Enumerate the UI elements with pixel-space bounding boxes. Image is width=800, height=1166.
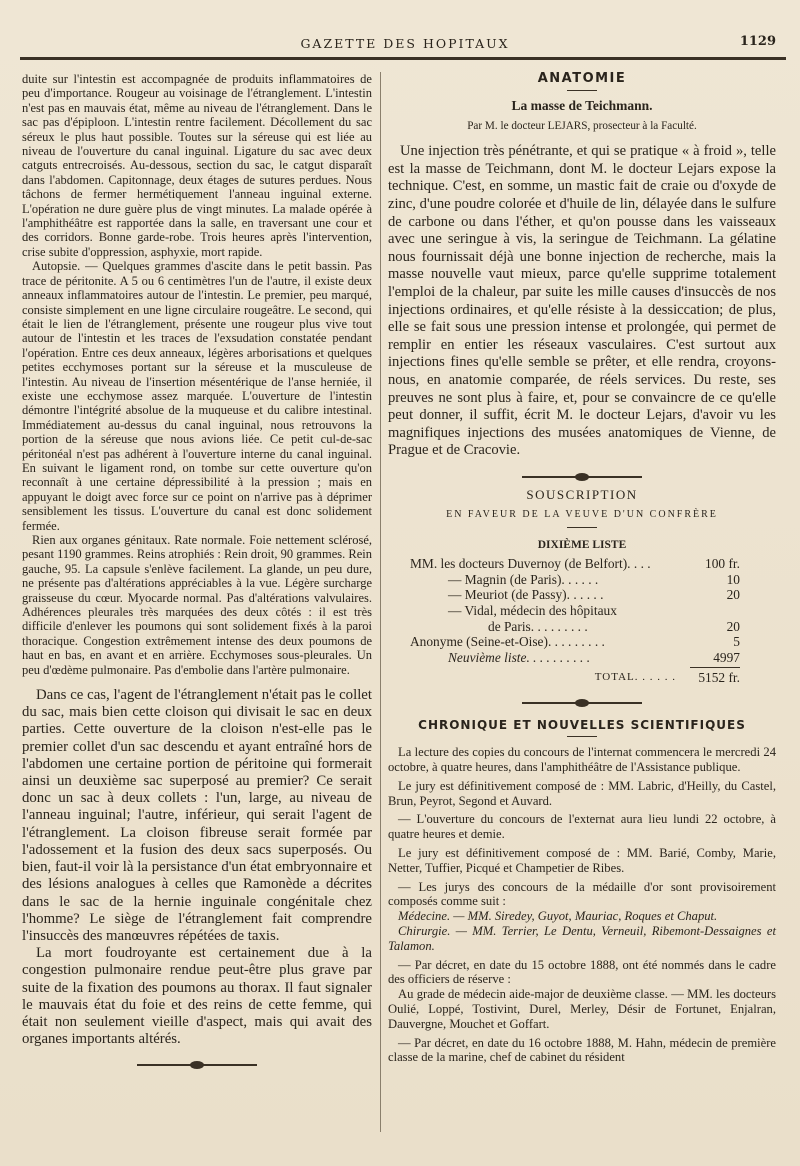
organs-paragraph: Rien aux organes génitaux. Rate normale. Foie nettement sclérosé, pesant 1190 grammes. Reins atrophiés : Rein droit, 90 grammes. Rein gauche, 95. La capsule s'enlève facilement. La glande, un peu dure, ne présente pas d'altérations appréciables à la vue. Légère surcharge graisseuse du cœur. Myocarde normal. Pas d'altérations valvulaires. Adhérences pleurales très marquées des deux côtés : il est très difficile d'enlever les poumons qui sont solidement fixés à la paroi thoracique. Congestion extrêmement intense des deux poumons de haut en bas, en avant et en arrière. Ecchymoses sous-pleurales. Un peu d'œdème pulmonaire. Pas d'embolie dans l'artère pulmonaire. <box>22 533 372 677</box>
news-paragraph: Chirurgie. — MM. Terrier, Le Dentu, Verneuil, Ribemont-Dessaignes et Talamon. <box>388 924 776 953</box>
discussion-block <box>22 687 372 1048</box>
list-item: de Paris. . . . . . . . . 20 <box>488 618 740 634</box>
section-title-anatomie: ANATOMIE <box>537 71 627 86</box>
news-paragraph: — Les jurys des concours de la médaille d'or sont provisoirement composés comme suit : <box>388 879 776 909</box>
news-paragraph: — Par décret, en date du 16 octobre 1888, M. Hahn, médecin de première classe de la marine, chef de cabinet du résident <box>388 1035 776 1065</box>
total-rule <box>690 667 740 668</box>
news-paragraph: Le jury est définitivement composé de : MM. Barié, Comby, Marie, Netter, Tuffier, Picqué et Champetier de Ribes. <box>388 846 776 875</box>
anatomie-body <box>388 143 776 460</box>
ornament-divider <box>22 1058 372 1072</box>
anatomie-paragraph: Une injection très pénétrante, et qui se pratique « à froid », telle est la masse de Teichmann, dont M. le docteur Lejars expose la technique. C'est, en somme, un mastic fait de craie ou d'oxyde de zinc, d'une poudre colorée et d'huile de lin, délayée dans le sulfure de carbone ou dans l'éther, et qu'on pousse dans les vaisseaux avec une seringue à vis, la seringue de Teichmann. La gélatine nous fournissait déjà une bonne injection de recherche, mais la masse nouvelle vaut mieux, parce qu'elle supprime totalement l'emploi de la chaleur, par suite les mille causes d'insuccès de nos injections ordinaires, et qu'elle résiste à la dessiccation; de plus, elle se fait sous une pression intense et prolongée, qui permet de remplir en entier les réseaux vasculaires. C'est surtout aux injections fines qu'elle semble se prêter, et elle rendra, croyons-nous, en anatomie comparée, de réels services. Du reste, ses preuves ne sont plus à faire, et, pour se convaincre de ce qu'elle peut donner, il suffit, écrit M. le docteur Lejars, d'avoir vu les magnifiques injections des musées anatomiques de Vienne, de Prague et de Cracovie. <box>388 143 776 459</box>
news-paragraph: Au grade de médecin aide-major de deuxième classe. — MM. les docteurs Oulié, Loppé, Tostivint, Durel, Merley, Désir de Fortunet, Enjalran, Dauvergne, Mouchet et Goffart. <box>388 987 776 1031</box>
ornament-divider <box>388 696 776 710</box>
list-item: — Vidal, médecin des hôpitaux <box>448 602 617 618</box>
chronique-body <box>388 745 776 1065</box>
ornament-divider <box>388 470 776 484</box>
subscription-list <box>410 556 740 686</box>
short-rule <box>567 736 597 737</box>
news-paragraph: — L'ouverture du concours de l'externat aura lieu lundi 22 octobre, à quatre heures et demie. <box>388 812 776 842</box>
column-divider <box>380 72 381 1132</box>
autopsy-paragraph: Autopsie. — Quelques grammes d'ascite dans le petit bassin. Pas trace de péritonite. A 5 ou 6 centimètres l'un de l'autre, il existe deux anneaux inflammatoires autour de l'intestin. Le premier, peu marqué, consiste simplement en une ligne circulaire rougeâtre. Le second, qui était le lien de l'étranglement, présente une rougeur plus vive tout autour de l'intestin et les traces de l'exsudation constatée pendant l'opération. Entre ces deux anneaux, légères arborisations et quelques petites ecchymoses portant sur la séreuse et la musculeuse de l'intestin. Au niveau de l'insertion mésentérique de l'anse herniée, il existe une ecchymose assez marquée. L'ouverture de l'intestin démontre l'intégrité absolue de la muqueuse et du calibre intestinal. Immédiatement au-dessus du canal inguinal, nous retrouvons la portion de la séreuse que nous avions liée. Ce petit cul-de-sac péritonéal n'est pas adhérent à l'ouverture interne du canal inguinal. En suivant le ligament rond, on tombe sur cette ouverture qu'on reconnaît à une certaine dépressibilité à la pression ; mais en appuyant le doigt avec force sur ce point on n'arrive pas à déprimer sensiblement les tissus. L'ouverture du canal est donc solidement fermée. <box>22 259 372 533</box>
article-byline: Par M. le docteur LEJARS, prosecteur à la Faculté. <box>467 119 697 132</box>
list-title: DIXIÈME LISTE <box>537 538 627 551</box>
news-paragraph: La lecture des copies du concours de l'internat commencera le mercredi 24 octobre, à quatre heures, dans l'amphithéâtre de l'Assistance publique. <box>388 745 776 775</box>
list-item: — Meuriot (de Passy). . . . . . 20 <box>448 587 740 603</box>
souscription-title: SOUSCRIPTION <box>526 486 638 502</box>
case-paragraph: duite sur l'intestin est accompagnée de produits inflammatoires de peu d'importance. Rougeur au voisinage de l'étranglement. L'intestin n'est pas en mauvais état, même au niveau de l'étranglement. Dans le sac pas d'épiploon. L'intestin rentre facilement. Décollement du sac séreux le plus haut possible. Toutes sur la séreuse qui est liée au niveau de l'ouverture du canal inguinal. Ligature du sac avec deux catguts entrecroisés. Au-dessous, section du sac, le catgut disparaît dans l'abdomen. Capitonnage, deux étages de sutures perdues. Nous tâchons de fermer hermétiquement l'anneau inguinal externe. L'opération ne dure guère plus de vingt minutes. La malade opérée à l'amphithéâtre est rapportée dans la salle, en traversant une cour et des corridors. Bonne garde-robe. Trois heures après l'intervention, crise subite d'oppression, asphyxie, mort rapide. <box>22 72 372 259</box>
page-number: 1129 <box>739 34 776 49</box>
news-paragraph: — Par décret, en date du 15 octobre 1888, ont été nommés dans le cadre des officiers de réserve : <box>388 957 776 987</box>
short-rule <box>567 527 597 528</box>
header-rule <box>20 57 786 60</box>
list-item: Anonyme (Seine-et-Oise). . . . . . . . . 5 <box>410 634 740 650</box>
list-item: — Magnin (de Paris). . . . . . 10 <box>448 571 740 587</box>
total-row: TOTAL. . . . . . 5152 fr. <box>594 670 740 686</box>
right-column <box>388 72 776 1065</box>
discussion-paragraph: Dans ce cas, l'agent de l'étranglement n'était pas le collet du sac, mais bien cette cloison qui divisait le sac en deux parties. Cette ouverture de la cloison n'est-elle pas le premier collet d'un sac descendu et ayant entraîné hors de l'abdomen une certaine portion de péritoine qui formerait ainsi un deuxième sac superposé au premier? Ce serait donc un sac à deux collets : l'un, large, au niveau de l'anneau inguinal; l'autre, inférieur, qui serait l'agent de l'étranglement. La cloison fibreuse serait formée par l'adossement et la fusion des deux sacs superposés. Ou bien, faut-il voir là la persistance d'un état embryonnaire et des lésions analogues à celles que Ramonède a décrites dans le sac de la hernie inguinale congénitale chez l'homme? Le siège de l'étranglement fait comprendre l'insuccès des manœuvres répétées de taxis. <box>22 687 372 944</box>
news-paragraph: Le jury est définitivement composé de : MM. Labric, d'Heilly, du Castel, Brun, Peyrot, Segond et Auvard. <box>388 778 776 808</box>
list-item: MM. les docteurs Duvernoy (de Belfort). . . . 100 fr. <box>410 556 740 572</box>
journal-title: GAZETTE DES HOPITAUX <box>300 36 510 51</box>
left-column <box>22 72 372 1072</box>
news-paragraph: Médecine. — MM. Siredey, Guyot, Mauriac, Roques et Chaput. <box>398 909 718 924</box>
chronique-title: CHRONIQUE ET NOUVELLES SCIENTIFIQUES <box>418 717 746 732</box>
short-rule <box>567 90 597 91</box>
conclusion-paragraph: La mort foudroyante est certainement due à la congestion pulmonaire rendue peut-être plus grave par suite de la fixation des poumons au thorax. Il faut signaler le mauvais état du foie et des reins de cette femme, qui était non seulement vieille d'aspect, mais qui avait des organes importants altérés. <box>22 945 372 1048</box>
souscription-subtitle: EN FAVEUR DE LA VEUVE D'UN CONFRÈRE <box>446 509 718 521</box>
list-item: Neuvième liste. . . . . . . . . . 4997 <box>448 649 740 665</box>
article-title: La masse de Teichmann. <box>511 98 653 114</box>
page-header <box>20 34 790 56</box>
